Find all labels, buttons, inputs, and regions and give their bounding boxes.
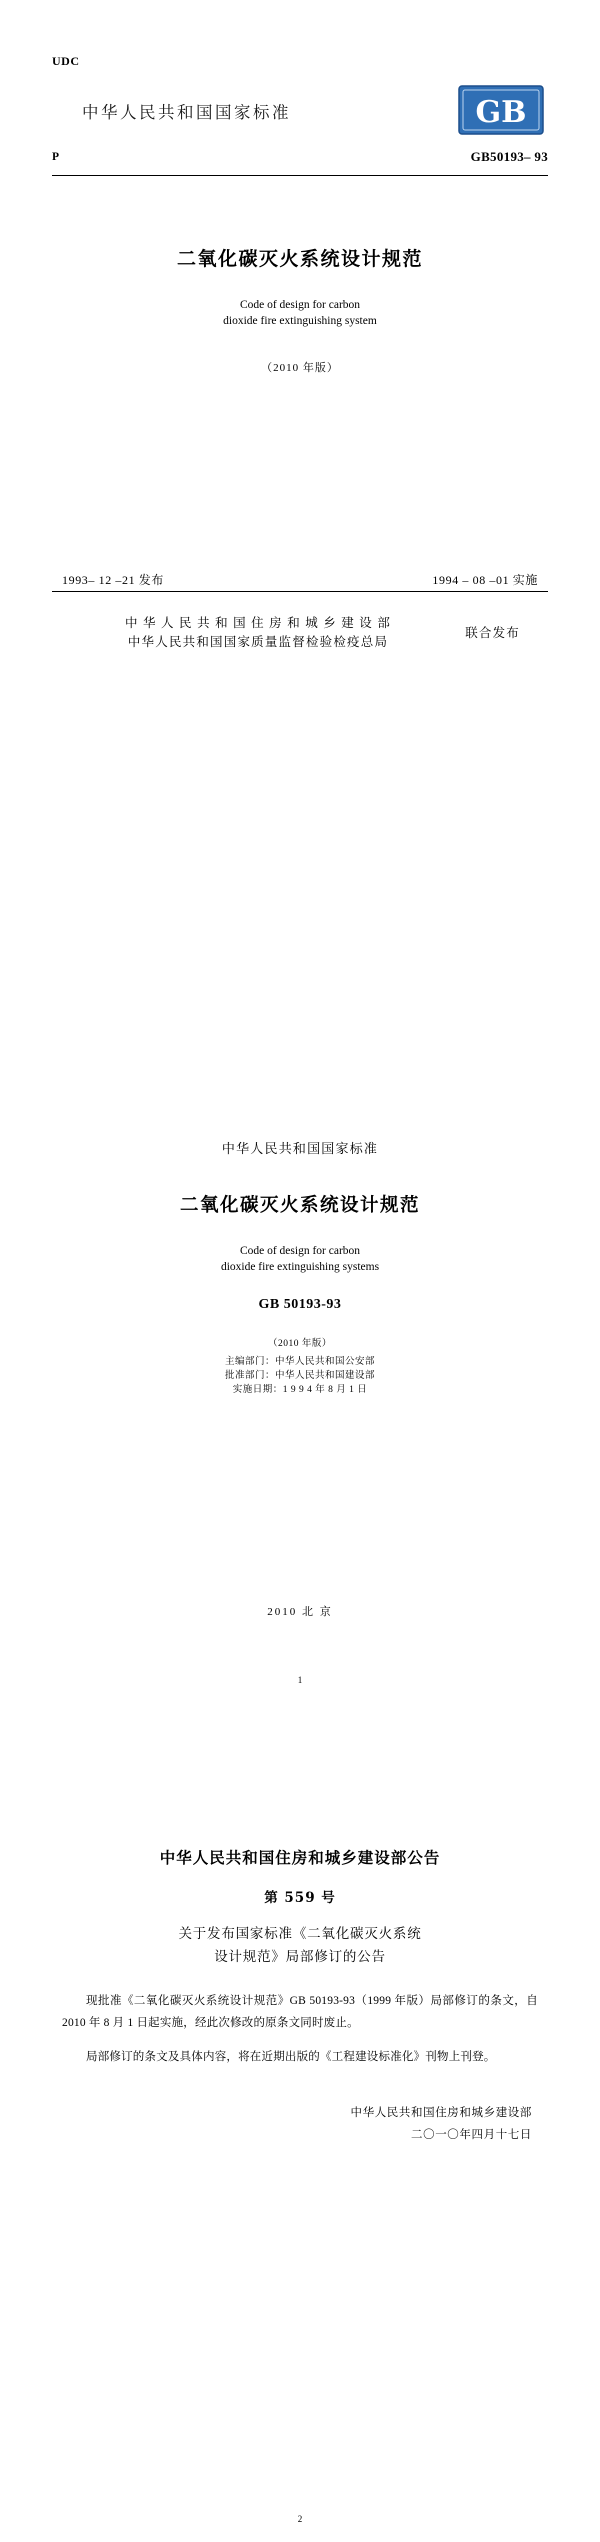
udc-label: UDC [52,54,80,68]
title-page [0,1020,600,1780]
announcement-signature-line2: 二〇一〇年四月十七日 [411,2128,532,2141]
cover-title-en-line2: dioxide fire extinguishing system [223,315,377,327]
announcement-signature [62,2102,538,2146]
announcement-page [0,1780,600,2542]
announcement-subtitle-line2: 设计规范》局部修订的公告 [214,1949,386,1964]
announcement-paragraph-2: 局部修订的条文及具体内容，将在近期出版的《工程建设标准化》刊物上刊登。 [86,2050,496,2063]
announcement-heading: 中华人民共和国住房和城乡建设部公告 [159,1848,441,1867]
issue-date: 1993– 12 –21 发布 [62,573,165,587]
announcement-subtitle-line1: 关于发布国家标准《二氧化碳灭火系统 [178,1926,422,1941]
cover-dates-row [52,571,548,591]
announcement-signature-line1: 中华人民共和国住房和城乡建设部 [350,2106,532,2119]
p-classification-mark: P [52,151,60,163]
effective-date: 1994 – 08 –01 实施 [432,573,538,587]
title-page-version: （2010 年版） [268,1339,332,1349]
standard-number: GB50193– 93 [470,149,548,164]
announcement-subtitle [62,1922,538,1968]
title-page-title-en [52,1243,548,1275]
standard-number-row [52,149,548,171]
title-page-meta-line1: 主编部门：中华人民共和国公安部 [224,1357,375,1367]
header-divider [52,175,548,176]
issuer-line-2: 中华人民共和国国家质量监督检验检疫总局 [127,635,389,649]
issuer-line-1: 中 华 人 民 共 和 国 住 房 和 城 乡 建 设 部 [124,616,392,630]
cover-issuers [52,614,548,652]
cover-version: （2010 年版） [261,362,339,374]
gb-logo-icon [458,85,544,135]
cover-page [0,0,600,1020]
dates-divider [52,591,548,592]
joint-issue-label: 联合发布 [465,626,520,640]
title-page-place-year: 2010 北 京 [267,1606,333,1618]
title-page-code: GB 50193-93 [258,1297,342,1312]
national-standard-title: 中华人民共和国国家标准 [82,103,291,122]
svg-text:GB: GB [475,95,527,130]
cover-title-en-line1: Code of design for carbon [239,299,361,311]
announcement-page-number: 2 [297,2514,303,2524]
title-page-meta-line2: 批准部门：中华人民共和国建设部 [224,1371,375,1381]
title-page-title-cn: 二氧化碳灭火系统设计规范 [179,1195,420,1216]
title-page-national-standard: 中华人民共和国国家标准 [221,1141,379,1156]
title-page-title-en-line2: dioxide fire extinguishing systems [220,1261,380,1273]
announcement-paragraph-1: 现批准《二氧化碳灭火系统设计规范》GB 50193-93（1999 年版）局部修订的条文，自 2010 年 8 月 1 日起实施，经此次修改的原条文同时废止。 [62,1995,538,2029]
cover-header-row [52,85,548,143]
announcement-number: 第 559 号 [264,1890,336,1906]
title-page-meta-line3: 实施日期：1 9 9 4 年 8 月 1 日 [232,1385,368,1395]
title-page-number: 1 [297,1675,303,1685]
cover-title-cn: 二氧化碳灭火系统设计规范 [176,248,423,270]
title-page-meta [52,1355,548,1397]
cover-title-en [52,297,548,329]
title-page-title-en-line1: Code of design for carbon [239,1245,361,1257]
